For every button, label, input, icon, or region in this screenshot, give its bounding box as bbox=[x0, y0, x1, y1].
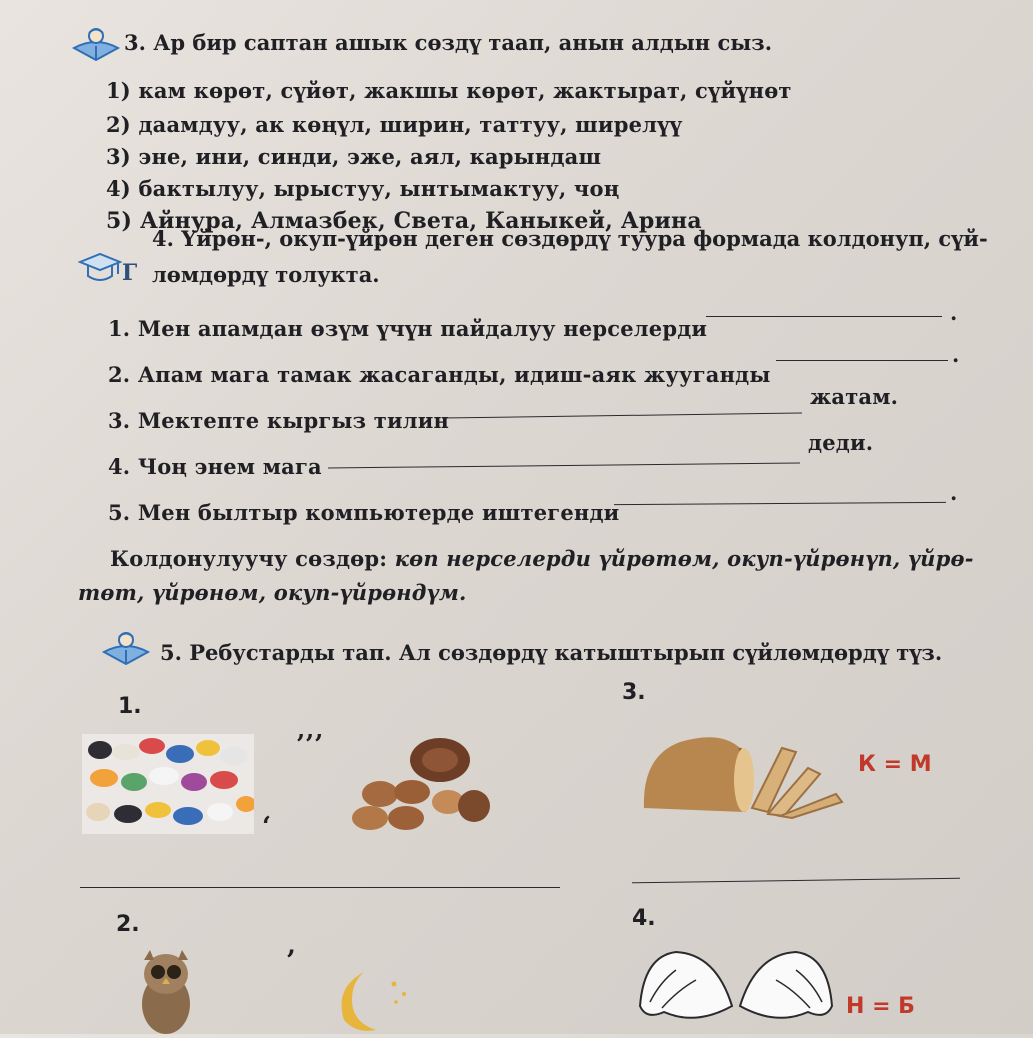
task3-item: 4) бактылуу, ырыстуу, ынтымактуу, чоң bbox=[106, 176, 620, 201]
graduation-cap-icon bbox=[78, 250, 122, 286]
sentence-1: 1. Мен апамдан өзүм үчүн пайдалуу нерселерди bbox=[108, 316, 708, 341]
task5-title: 5. Ребустарды тап. Ал сөздөрдү катыштырып сүйлөмдөрдү түз. bbox=[160, 640, 943, 665]
words-line-2: төт, үйрөнөм, окуп-үйрөндүм. bbox=[78, 580, 467, 605]
sentence-2: 2. Апам мага тамак жасаганды, идиш-аяк жууганды bbox=[108, 362, 771, 387]
sentence-3: 3. Мектепте кыргыз тилин bbox=[108, 408, 450, 433]
bread-image bbox=[640, 728, 850, 828]
answer-line-3[interactable] bbox=[442, 412, 802, 418]
level-badge: Г bbox=[122, 260, 138, 286]
sentence-4-end: деди. bbox=[808, 430, 874, 455]
sentence-5-end: . bbox=[950, 480, 958, 505]
reading-book-icon bbox=[70, 24, 122, 64]
reading-book-icon bbox=[100, 628, 152, 668]
words-list: көп нерселерди үйрөтөм, окуп-үйрөнүп, үйрө- bbox=[387, 546, 974, 571]
task3-item: 2) даамдуу, ак көңүл, ширин, таттуу, ширелүү bbox=[106, 112, 682, 137]
rebus-1-number: 1. bbox=[118, 694, 142, 719]
rebus-3-formula: К = М bbox=[858, 752, 932, 777]
task3-title: 3. Ар бир саптан ашык сөздү таап, анын алдын сыз. bbox=[124, 30, 773, 55]
task3-item: 3) эне, ини, синди, эже, аял, карындаш bbox=[106, 144, 602, 169]
sentence-3-end: жатам. bbox=[810, 384, 899, 409]
owl-image bbox=[130, 946, 200, 1038]
rebus-4-number: 4. bbox=[632, 906, 656, 931]
sentence-5: 5. Мен былтыр компьютерде иштегенди bbox=[108, 500, 620, 525]
rebus-4-formula: Н = Б bbox=[846, 994, 915, 1019]
rebus-3-number: 3. bbox=[622, 680, 646, 705]
task4-title-line1: 4. Үйрөн-, окуп-үйрөн деген сөздөрдү туура формада колдонуп, сүй- bbox=[152, 226, 988, 251]
answer-line-2[interactable] bbox=[776, 360, 948, 361]
moon-icon bbox=[330, 966, 420, 1038]
answer-line-1[interactable] bbox=[706, 316, 942, 317]
words-label: Колдонулуучу сөздөр: bbox=[110, 546, 388, 571]
answer-line-4[interactable] bbox=[328, 463, 800, 469]
sentence-1-end: . bbox=[950, 300, 958, 325]
rebus-2-comma: ’ bbox=[286, 944, 296, 977]
wings-image bbox=[636, 946, 836, 1038]
task3-item: 5) Айнура, Алмазбек, Света, Каныкей, Арина bbox=[106, 208, 702, 234]
sentence-2-end: . bbox=[952, 342, 960, 367]
rebus-1-comma: ‘ bbox=[262, 812, 272, 842]
words-line-1 bbox=[110, 546, 974, 571]
task3-item: 1) кам көрөт, сүйөт, жакшы көрөт, жактырат, сүйүнөт bbox=[106, 78, 792, 103]
rebus-1-comma-marks: ’’’ bbox=[296, 730, 324, 760]
rebus-2-number: 2. bbox=[116, 912, 140, 937]
answer-line-5[interactable] bbox=[614, 502, 946, 505]
rebus-1-answer-line[interactable] bbox=[80, 887, 560, 888]
rebus-3-answer-line[interactable] bbox=[632, 878, 960, 884]
sentence-4: 4. Чоң энем мага bbox=[108, 454, 322, 479]
pills-image bbox=[82, 734, 254, 834]
task4-title-line2: лөмдөрдү толукта. bbox=[152, 262, 380, 287]
nuts-image bbox=[344, 730, 500, 838]
